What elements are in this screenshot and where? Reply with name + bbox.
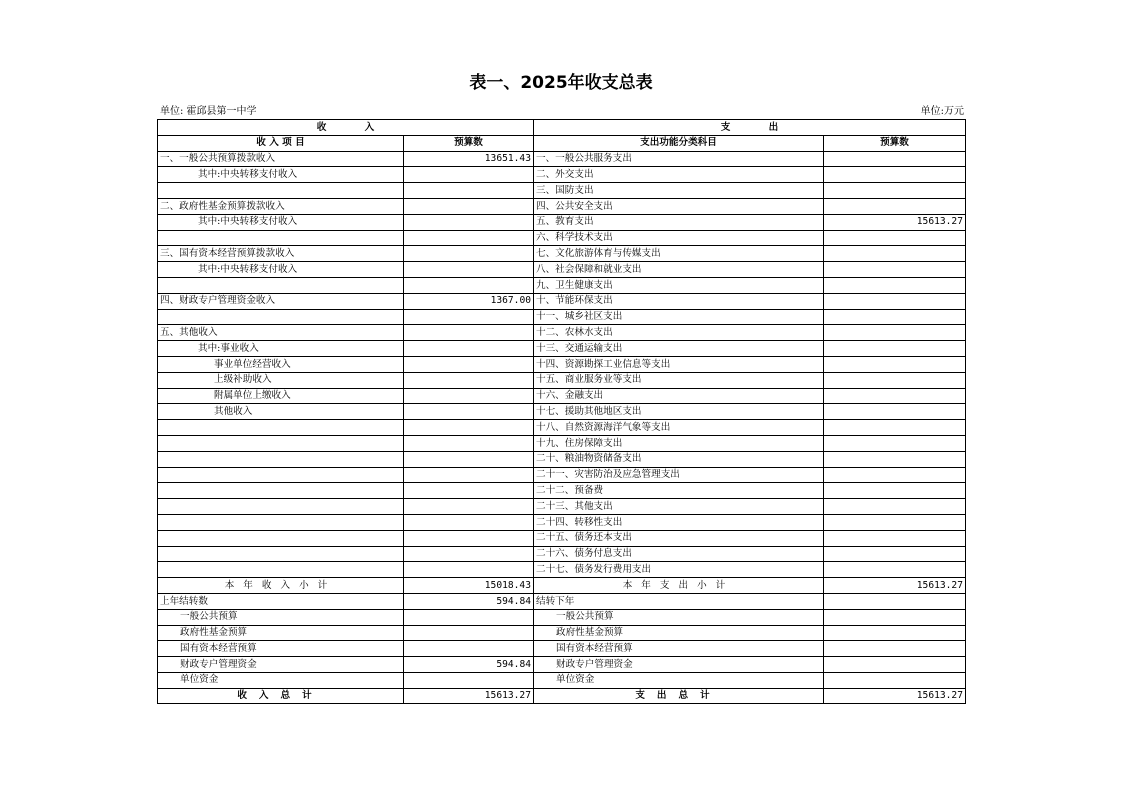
expense-item-cell: 二十、粮油物资储备支出 xyxy=(534,451,824,467)
income-amount-cell xyxy=(404,167,534,183)
income-item-cell: 四、财政专户管理资金收入 xyxy=(158,293,404,309)
expense-amount-cell: 15613.27 xyxy=(824,578,966,594)
expense-item-cell: 十二、农林水支出 xyxy=(534,325,824,341)
income-item-cell: 一、一般公共预算拨款收入 xyxy=(158,151,404,167)
table-row xyxy=(158,325,966,341)
table-row xyxy=(158,467,966,483)
income-item-header: 收 入 项 目 xyxy=(158,135,404,151)
income-item-cell xyxy=(158,514,404,530)
income-group-header: 收 入 xyxy=(158,120,534,136)
income-item-cell xyxy=(158,230,404,246)
income-item-cell xyxy=(158,546,404,562)
expense-amount-cell xyxy=(824,404,966,420)
income-item-cell: 财政专户管理资金 xyxy=(158,657,404,673)
table-row xyxy=(158,451,966,467)
table-row xyxy=(158,562,966,578)
expense-amount-cell xyxy=(824,420,966,436)
income-item-cell xyxy=(158,530,404,546)
expense-amount-cell xyxy=(824,641,966,657)
income-item-cell: 政府性基金预算 xyxy=(158,625,404,641)
income-amount-cell xyxy=(404,483,534,499)
table-row xyxy=(158,183,966,199)
expense-amount-cell xyxy=(824,293,966,309)
table-row xyxy=(158,404,966,420)
expense-item-cell: 七、文化旅游体育与传媒支出 xyxy=(534,246,824,262)
table-row xyxy=(158,214,966,230)
income-item-cell: 五、其他收入 xyxy=(158,325,404,341)
expense-amount-cell xyxy=(824,672,966,688)
expense-item-cell: 支出总计 xyxy=(534,688,824,704)
income-item-cell: 其中:中央转移支付收入 xyxy=(158,214,404,230)
table-row xyxy=(158,277,966,293)
expense-item-cell: 财政专户管理资金 xyxy=(534,657,824,673)
income-amount-cell xyxy=(404,530,534,546)
income-amount-cell xyxy=(404,262,534,278)
expense-amount-cell xyxy=(824,483,966,499)
expense-item-cell: 五、教育支出 xyxy=(534,214,824,230)
expense-amount-cell xyxy=(824,657,966,673)
income-amount-cell xyxy=(404,356,534,372)
expense-item-cell: 四、公共安全支出 xyxy=(534,198,824,214)
expense-item-header: 支出功能分类科目 xyxy=(534,135,824,151)
income-item-cell: 事业单位经营收入 xyxy=(158,356,404,372)
table-row xyxy=(158,341,966,357)
expense-amount-cell xyxy=(824,151,966,167)
income-amount-cell: 594.84 xyxy=(404,657,534,673)
income-item-cell xyxy=(158,277,404,293)
expense-item-cell: 二十三、其他支出 xyxy=(534,499,824,515)
income-item-cell: 附属单位上缴收入 xyxy=(158,388,404,404)
expense-item-cell: 一般公共预算 xyxy=(534,609,824,625)
expense-amount-cell xyxy=(824,309,966,325)
income-amount-cell xyxy=(404,514,534,530)
expense-item-cell: 十三、交通运输支出 xyxy=(534,341,824,357)
income-amount-cell xyxy=(404,325,534,341)
table-row xyxy=(158,688,966,704)
expense-item-cell: 国有资本经营预算 xyxy=(534,641,824,657)
income-amount-cell xyxy=(404,641,534,657)
expense-amount-cell xyxy=(824,325,966,341)
table-row xyxy=(158,641,966,657)
expense-amount-header: 预算数 xyxy=(824,135,966,151)
table-row xyxy=(158,609,966,625)
income-item-cell xyxy=(158,451,404,467)
table-row xyxy=(158,167,966,183)
income-item-cell: 国有资本经营预算 xyxy=(158,641,404,657)
expense-item-cell: 九、卫生健康支出 xyxy=(534,277,824,293)
income-amount-cell xyxy=(404,562,534,578)
income-item-cell: 其中:中央转移支付收入 xyxy=(158,262,404,278)
expense-item-cell: 二十一、灾害防治及应急管理支出 xyxy=(534,467,824,483)
income-amount-cell xyxy=(404,546,534,562)
expense-amount-cell xyxy=(824,467,966,483)
expense-item-cell: 二十六、债务付息支出 xyxy=(534,546,824,562)
expense-amount-cell xyxy=(824,609,966,625)
expense-item-cell: 结转下年 xyxy=(534,593,824,609)
table-row xyxy=(158,388,966,404)
income-amount-cell xyxy=(404,230,534,246)
expense-item-cell: 十七、援助其他地区支出 xyxy=(534,404,824,420)
table-row xyxy=(158,198,966,214)
expense-amount-cell xyxy=(824,514,966,530)
income-amount-cell xyxy=(404,183,534,199)
table-row xyxy=(158,530,966,546)
expense-item-cell: 十、节能环保支出 xyxy=(534,293,824,309)
income-amount-cell xyxy=(404,214,534,230)
expense-amount-cell xyxy=(824,262,966,278)
expense-item-cell: 十一、城乡社区支出 xyxy=(534,309,824,325)
table-row xyxy=(158,593,966,609)
expense-amount-cell: 15613.27 xyxy=(824,688,966,704)
table-row xyxy=(158,435,966,451)
income-amount-cell xyxy=(404,309,534,325)
table-row xyxy=(158,293,966,309)
income-item-cell: 本年收入小计 xyxy=(158,578,404,594)
income-item-cell xyxy=(158,467,404,483)
expense-item-cell: 八、社会保障和就业支出 xyxy=(534,262,824,278)
income-amount-cell xyxy=(404,420,534,436)
table-row xyxy=(158,578,966,594)
table-row xyxy=(158,625,966,641)
income-amount-cell: 1367.00 xyxy=(404,293,534,309)
table-row xyxy=(158,372,966,388)
expense-item-cell: 本年支出小计 xyxy=(534,578,824,594)
income-item-cell: 上年结转数 xyxy=(158,593,404,609)
table-row xyxy=(158,546,966,562)
expense-amount-cell xyxy=(824,625,966,641)
expense-item-cell: 二十四、转移性支出 xyxy=(534,514,824,530)
income-amount-cell xyxy=(404,198,534,214)
table-row xyxy=(158,672,966,688)
income-amount-cell xyxy=(404,451,534,467)
income-amount-cell xyxy=(404,372,534,388)
income-item-cell: 单位资金 xyxy=(158,672,404,688)
expense-amount-cell: 15613.27 xyxy=(824,214,966,230)
expense-item-cell: 十四、资源勘探工业信息等支出 xyxy=(534,356,824,372)
expense-amount-cell xyxy=(824,593,966,609)
expense-amount-cell xyxy=(824,230,966,246)
income-amount-cell xyxy=(404,277,534,293)
income-amount-cell xyxy=(404,625,534,641)
income-item-cell xyxy=(158,483,404,499)
unit-label-left: 单位: 霍邱县第一中学 xyxy=(160,106,257,117)
income-item-cell: 其中:中央转移支付收入 xyxy=(158,167,404,183)
income-amount-cell xyxy=(404,499,534,515)
expense-amount-cell xyxy=(824,499,966,515)
income-amount-cell: 13651.43 xyxy=(404,151,534,167)
expense-amount-cell xyxy=(824,388,966,404)
income-item-cell: 二、政府性基金预算拨款收入 xyxy=(158,198,404,214)
expense-item-cell: 十八、自然资源海洋气象等支出 xyxy=(534,420,824,436)
expense-item-cell: 十六、金融支出 xyxy=(534,388,824,404)
expense-amount-cell xyxy=(824,562,966,578)
income-amount-cell xyxy=(404,341,534,357)
income-amount-cell xyxy=(404,435,534,451)
table-row xyxy=(158,309,966,325)
expense-amount-cell xyxy=(824,546,966,562)
income-item-cell: 一般公共预算 xyxy=(158,609,404,625)
income-item-cell: 三、国有资本经营预算拨款收入 xyxy=(158,246,404,262)
table-row xyxy=(158,230,966,246)
table-row xyxy=(158,246,966,262)
unit-label-right: 单位:万元 xyxy=(920,106,964,117)
expense-item-cell: 二十五、债务还本支出 xyxy=(534,530,824,546)
expense-item-cell: 二十二、预备费 xyxy=(534,483,824,499)
expense-amount-cell xyxy=(824,372,966,388)
expense-amount-cell xyxy=(824,435,966,451)
income-amount-cell xyxy=(404,404,534,420)
expense-item-cell: 一、一般公共服务支出 xyxy=(534,151,824,167)
header-column-row xyxy=(158,135,966,151)
expense-item-cell: 单位资金 xyxy=(534,672,824,688)
income-amount-header: 预算数 xyxy=(404,135,534,151)
expense-amount-cell xyxy=(824,451,966,467)
expense-amount-cell xyxy=(824,198,966,214)
table-row xyxy=(158,499,966,515)
budget-table-body xyxy=(158,151,966,704)
table-row xyxy=(158,483,966,499)
income-amount-cell: 15018.43 xyxy=(404,578,534,594)
income-item-cell xyxy=(158,420,404,436)
table-row xyxy=(158,657,966,673)
expense-amount-cell xyxy=(824,167,966,183)
expense-item-cell: 二、外交支出 xyxy=(534,167,824,183)
expense-item-cell: 政府性基金预算 xyxy=(534,625,824,641)
income-item-cell xyxy=(158,183,404,199)
table-row xyxy=(158,151,966,167)
income-amount-cell xyxy=(404,672,534,688)
budget-table xyxy=(157,119,966,704)
income-amount-cell xyxy=(404,467,534,483)
table-row xyxy=(158,356,966,372)
income-item-cell: 上级补助收入 xyxy=(158,372,404,388)
income-amount-cell: 594.84 xyxy=(404,593,534,609)
income-amount-cell: 15613.27 xyxy=(404,688,534,704)
expense-amount-cell xyxy=(824,246,966,262)
table-row xyxy=(158,262,966,278)
income-item-cell xyxy=(158,562,404,578)
income-item-cell xyxy=(158,435,404,451)
expense-item-cell: 二十七、债务发行费用支出 xyxy=(534,562,824,578)
income-amount-cell xyxy=(404,609,534,625)
expense-amount-cell xyxy=(824,277,966,293)
page-title: 表一、2025年收支总表 xyxy=(469,73,653,93)
table-row xyxy=(158,514,966,530)
income-item-cell xyxy=(158,499,404,515)
expense-item-cell: 六、科学技术支出 xyxy=(534,230,824,246)
expense-item-cell: 三、国防支出 xyxy=(534,183,824,199)
expense-amount-cell xyxy=(824,356,966,372)
income-amount-cell xyxy=(404,388,534,404)
expense-item-cell: 十五、商业服务业等支出 xyxy=(534,372,824,388)
income-item-cell: 其他收入 xyxy=(158,404,404,420)
income-item-cell: 其中:事业收入 xyxy=(158,341,404,357)
expense-amount-cell xyxy=(824,183,966,199)
expense-item-cell: 十九、住房保障支出 xyxy=(534,435,824,451)
income-item-cell: 收入总计 xyxy=(158,688,404,704)
expense-group-header: 支 出 xyxy=(534,120,966,136)
header-group-row xyxy=(158,120,966,136)
expense-amount-cell xyxy=(824,341,966,357)
income-amount-cell xyxy=(404,246,534,262)
income-item-cell xyxy=(158,309,404,325)
table-row xyxy=(158,420,966,436)
expense-amount-cell xyxy=(824,530,966,546)
